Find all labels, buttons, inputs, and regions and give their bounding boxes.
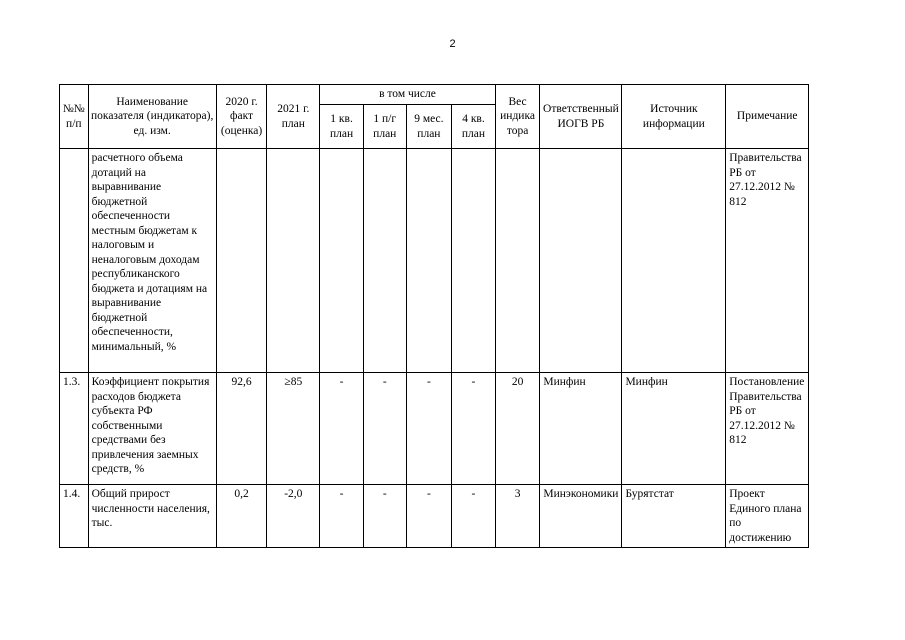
row-9m — [406, 149, 452, 373]
row-h1: - — [363, 485, 406, 548]
row-fact-2020: 92,6 — [216, 373, 267, 485]
row-indicator-name: Коэффициент покрытия расходов бюджета субъекта РФ собственными средствами без привлечения заемных средств, % — [88, 373, 216, 485]
row-note: Правительства РБ от 27.12.2012 № 812 — [726, 149, 809, 373]
row-responsible: Минэкономики — [540, 485, 622, 548]
row-h1: - — [363, 373, 406, 485]
header-including: в том числе — [320, 85, 496, 105]
row-weight: 3 — [495, 485, 540, 548]
row-source: Минфин — [622, 373, 726, 485]
row-q4: - — [452, 373, 496, 485]
header-plan-2021: 2021 г. план — [267, 85, 320, 149]
table-row — [60, 149, 905, 373]
page-number: 2 — [449, 38, 456, 50]
row-plan-2021: ≥85 — [267, 373, 320, 485]
row-9m: - — [406, 485, 452, 548]
header-fact-2020: 2020 г. факт (оценка) — [216, 85, 267, 149]
table-row — [60, 373, 905, 485]
row-note: Постановление Правительства РБ от 27.12.2012 № 812 — [726, 373, 809, 485]
header-9m: 9 мес. план — [406, 105, 452, 149]
row-q1 — [320, 149, 364, 373]
row-fact-2020 — [216, 149, 267, 373]
header-h1: 1 п/г план — [363, 105, 406, 149]
row-q4: - — [452, 485, 496, 548]
row-indicator-name: расчетного объема дотаций на выравнивание бюджетной обеспеченности местным бюджетам к налоговым и неналоговым доходам республиканского бюджета и дотациям на выравнивание бюджетной обеспеченности, минимальный, % — [88, 149, 216, 373]
row-plan-2021 — [267, 149, 320, 373]
row-num — [60, 149, 89, 373]
table-row — [60, 485, 905, 548]
indicators-table — [59, 84, 905, 548]
row-note: Проект Единого плана по достижению — [726, 485, 809, 548]
header-name: Наименование показателя (индикатора), ед. изм. — [88, 85, 216, 149]
header-weight: Вес индика тора — [495, 85, 540, 149]
row-indicator-name: Общий прирост численности населения, тыс. — [88, 485, 216, 548]
row-source: Бурятстат — [622, 485, 726, 548]
row-h1 — [363, 149, 406, 373]
row-weight — [495, 149, 540, 373]
header-q4: 4 кв. план — [452, 105, 496, 149]
row-responsible — [540, 149, 622, 373]
row-plan-2021: -2,0 — [267, 485, 320, 548]
header-num: №№ п/п — [60, 85, 89, 149]
row-q4 — [452, 149, 496, 373]
row-weight: 20 — [495, 373, 540, 485]
header-note: Примечание — [726, 85, 809, 149]
header-responsible: Ответственный ИОГВ РБ — [540, 85, 622, 149]
row-num: 1.4. — [60, 485, 89, 548]
row-q1: - — [320, 485, 364, 548]
header-q1: 1 кв. план — [320, 105, 364, 149]
row-9m: - — [406, 373, 452, 485]
row-responsible: Минфин — [540, 373, 622, 485]
row-q1: - — [320, 373, 364, 485]
row-num: 1.3. — [60, 373, 89, 485]
row-fact-2020: 0,2 — [216, 485, 267, 548]
header-source: Источник информации — [622, 85, 726, 149]
row-source — [622, 149, 726, 373]
